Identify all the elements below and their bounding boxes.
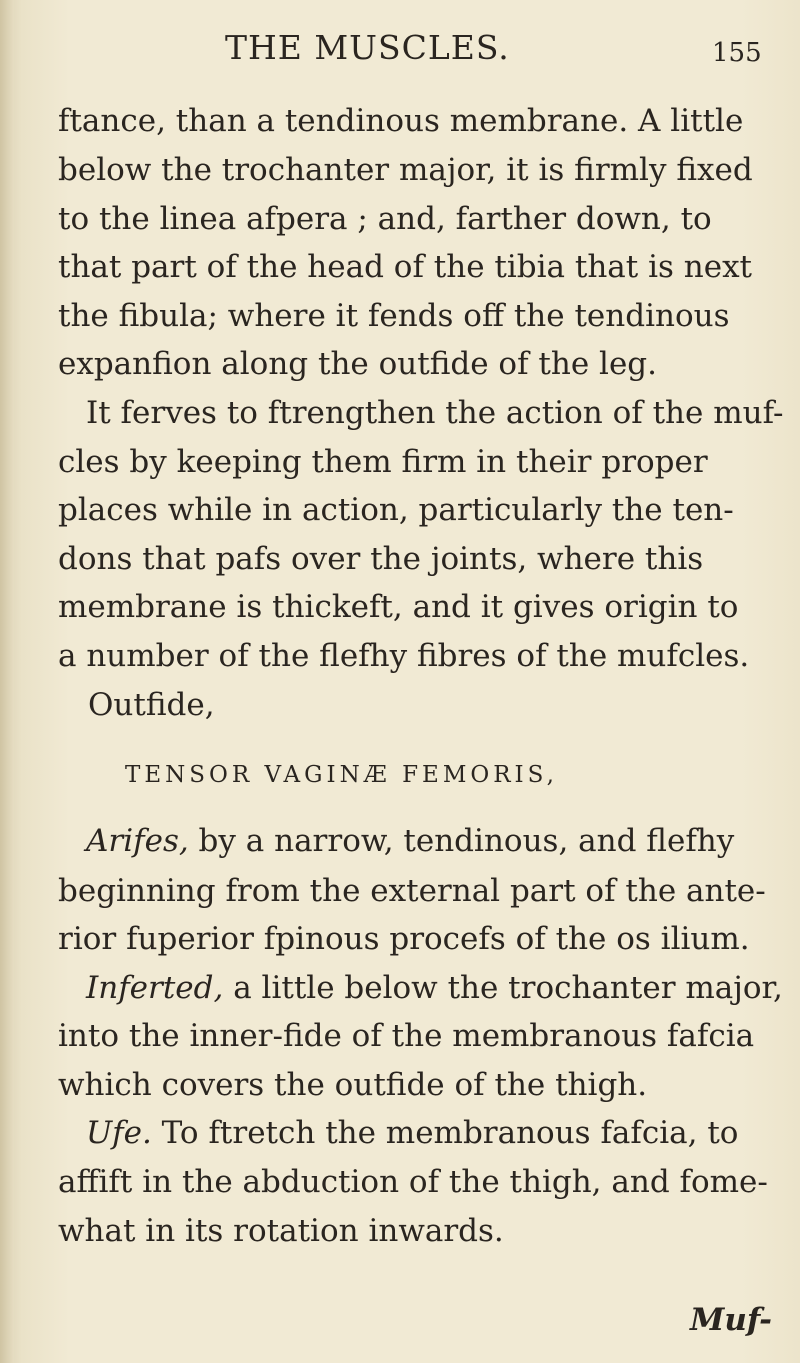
text-line: ftance, than a tendinous membrane. A little (58, 103, 744, 139)
use-line (86, 1115, 739, 1151)
text-line: places while in action, particularly the ten- (58, 492, 734, 528)
arises-line (86, 823, 735, 859)
text-line: what in its rotation inwards. (58, 1213, 504, 1249)
use-label: Ufe. (86, 1115, 152, 1151)
location-label: Outfide, (88, 687, 215, 723)
inserted-text: a little below the trochanter major, (223, 970, 783, 1006)
page-number: 155 (712, 38, 762, 68)
text-line: cles by keeping them firm in their proper (58, 444, 708, 480)
text-line: membrane is thickeft, and it gives origin to (58, 589, 739, 625)
text-line: to the linea afpera ; and, farther down, to (58, 201, 712, 237)
text-line: that part of the head of the tibia that is next (58, 249, 753, 285)
text-line: into the inner-fide of the membranous fafcia (58, 1018, 755, 1054)
text-line: beginning from the external part of the ante- (58, 873, 766, 909)
running-title: THE MUSCLES. (225, 28, 510, 67)
arises-label: Arifes, (86, 823, 189, 859)
muscle-heading: TENSOR VAGINÆ FEMORIS, (125, 762, 558, 788)
catchword: Muf- (690, 1302, 772, 1338)
text-line: below the trochanter major, it is firmly fixed (58, 152, 753, 188)
text-line: expanfion along the outfide of the leg. (58, 346, 658, 382)
text-line: rior fuperior fpinous procefs of the os ilium. (58, 921, 750, 957)
text-line: dons that pafs over the joints, where this (58, 541, 704, 577)
use-text: To ftretch the membranous fafcia, to (151, 1115, 739, 1151)
inserted-line (86, 970, 783, 1006)
text-line: the fibula; where it fends off the tendinous (58, 298, 730, 334)
inserted-label: Inferted, (86, 970, 224, 1006)
page-gutter (0, 0, 14, 1363)
text-line: a number of the flefhy fibres of the mufcles. (58, 638, 750, 674)
text-line: affift in the abduction of the thigh, and fome- (58, 1164, 768, 1200)
text-line: It ferves to ftrengthen the action of the muf- (86, 395, 784, 431)
text-line: which covers the outfide of the thigh. (58, 1067, 648, 1103)
arises-text: by a narrow, tendinous, and flefhy (188, 823, 735, 859)
